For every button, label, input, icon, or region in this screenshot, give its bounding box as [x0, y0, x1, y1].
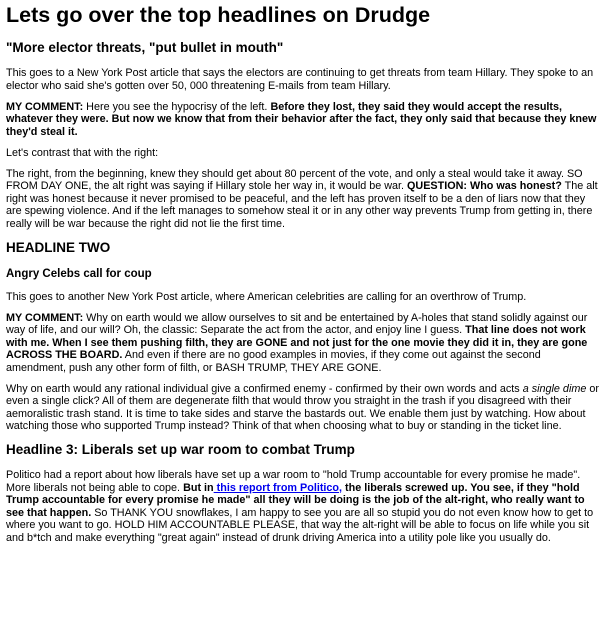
- paragraph-text: Why on earth would any rational individual give a confirmed enemy - confirmed by their own words and acts: [6, 382, 523, 395]
- comment-label: MY COMMENT:: [6, 100, 84, 113]
- paragraph-text-2: The alt right was honest because it never promised to be peaceful, and the left has proven itself to be a den of liars now that they are spewing violence. And if the left manages to somehow steal it or in any other way prevents Trump from getting in, there really will be war because the right did not lie the first time.: [6, 180, 598, 230]
- headline-3-paragraph-1: [6, 469, 602, 544]
- headline-2-paragraph-1: This goes to another New York Post article, where American celebrities are calling for an overthrow of Trump.: [6, 290, 527, 303]
- headline-2-subheading: Angry Celebs call for coup: [6, 267, 152, 280]
- headline-1-paragraph-1: This goes to a New York Post article that says the electors are continuing to get threats from team Hillary. They spoke to an elector who said she's gotten over 50, 000 threatening E-mails from team Hillary.: [6, 67, 594, 92]
- paragraph-italic: a single dime: [522, 382, 587, 395]
- headline-2-heading: HEADLINE TWO: [6, 239, 111, 255]
- comment-text: Why on earth would we allow ourselves to sit and be entertained by A-holes that stand solidly against our way of life, and our will? Oh, the classic: Separate the act from the actor, and enjoy line I guess.: [6, 311, 588, 336]
- headline-1-paragraph-3: Let's contrast that with the right:: [6, 146, 159, 159]
- paragraph-text-2: or even a single click? All of them are degenerate filth that would throw you straight in the trash if you disagreed with their aemoralistic trash stand. It is time to take sides and starve the bastards out. We enable them just by watching. How about watching those who supported Trump instead? Think of that when choosing what to buy or standing in the ticket line.: [6, 382, 599, 432]
- headline-3-heading: Headline 3: Liberals set up war room to combat Trump: [6, 442, 355, 457]
- comment-bold: Before they lost, they said they would accept the results, whatever they were. But now we know that from their behavior after the fact, they only said that because they knew they'd steal it.: [6, 100, 597, 138]
- headline-1-comment: [6, 101, 602, 139]
- comment-label: MY COMMENT:: [6, 311, 84, 324]
- paragraph-text: Politico had a report about how liberals have set up a war room to "hold Trump accountable for every promise he made". More liberals not being able to cope.: [6, 469, 581, 494]
- comment-text: Here you see the hypocrisy of the left.: [83, 100, 271, 113]
- headline-2-paragraph-3: [6, 383, 602, 433]
- paragraph-bold-2: the liberals screwed up. You see, if they "hold Trump accountable for every promise he made" all they will be doing is the job of the alt-right, who really want to see that happen.: [6, 481, 585, 519]
- comment-bold: That line does not work with me. When I see them pushing filth, they are GONE and not just for the one movie they did it in, they are gone ACROSS THE BOARD.: [6, 324, 588, 361]
- paragraph-text-2: So THANK YOU snowflakes, I am happy to see you are all so stupid you do not even know how to get to where you want to go. HOLD HIM ACCOUNTABLE PLEASE, that way the alt-right will be able to focus on life while you sit and b*tch and make everything "great again" instead of drunk driving America into a utility pole like you usually do.: [6, 506, 594, 544]
- paragraph-bold-1: But in: [183, 481, 214, 494]
- question-bold: QUESTION: Who was honest?: [407, 180, 562, 192]
- headline-1-paragraph-4: [6, 168, 602, 231]
- headline-2-comment: [6, 312, 602, 375]
- headline-1-heading: "More elector threats, "put bullet in mouth": [6, 40, 284, 55]
- page-title: Lets go over the top headlines on Drudge: [6, 3, 431, 27]
- paragraph-text: The right, from the beginning, knew they should get about 80 percent of the vote, and only a steal would take it away. SO FROM DAY ONE, the alt right was saying if Hillary stole her way in, it would be war.: [6, 167, 583, 192]
- comment-text-2: And even if there are no good examples in movies, if they come out against the second amendment, push any other form of filth, or BASH TRUMP, THEY ARE GONE.: [6, 349, 541, 374]
- politico-report-link[interactable]: this report from Politico,: [213, 481, 343, 494]
